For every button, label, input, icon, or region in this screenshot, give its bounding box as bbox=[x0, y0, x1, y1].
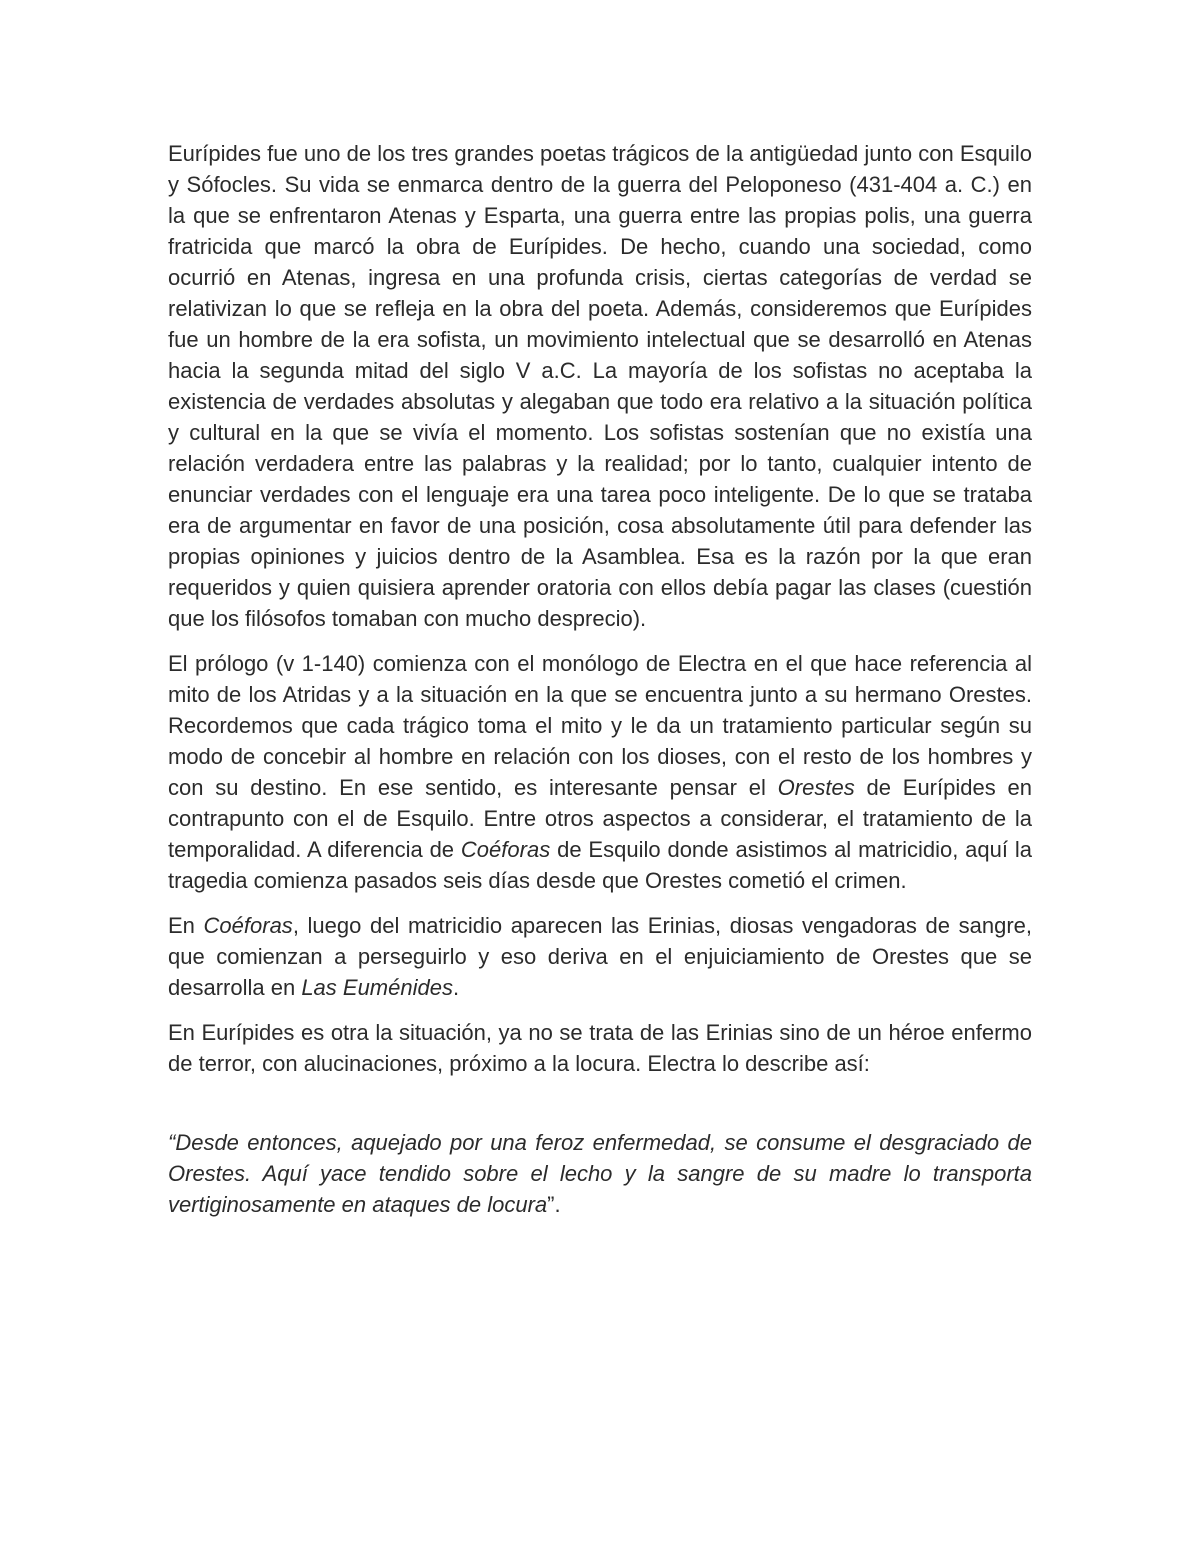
text-span: de Eurípides en contrapunto con el de Esquilo. Entre otros aspectos a considerar, el tratamiento de la temporalidad. A diferencia de bbox=[168, 775, 1032, 862]
text-span: En bbox=[168, 913, 204, 938]
paragraph-coeforas bbox=[168, 910, 1032, 1003]
text-span: , luego del matricidio aparecen las Erinias, diosas vengadoras de sangre, que comienzan a perseguirlo y eso deriva en el enjuiciamiento de Orestes que se desarrolla en bbox=[168, 913, 1032, 1000]
block-quote bbox=[168, 1127, 1032, 1220]
work-title-coeforas: Coéforas bbox=[460, 837, 551, 862]
text-span: . bbox=[452, 975, 460, 1000]
work-title-orestes: Orestes bbox=[777, 775, 855, 800]
quote-closing: ”. bbox=[547, 1192, 561, 1217]
work-title-eumenides: Las Euménides bbox=[301, 975, 453, 1000]
text-span: El prólogo (v 1-140) comienza con el monólogo de Electra en el que hace referencia al mito de los Atridas y a la situación en la que se encuentra junto a su hermano Orestes. Recordemos que cada trágico toma el mito y le da un tratamiento particular según su modo de concebir al hombre en relación con los dioses, con el resto de los hombres y con su destino. En ese sentido, es interesante pensar el bbox=[168, 651, 1032, 800]
text-span: de Esquilo donde asistimos al matricidio, aquí la tragedia comienza pasados seis días desde que Orestes cometió el crimen. bbox=[168, 837, 1033, 893]
work-title-coeforas: Coéforas bbox=[203, 913, 293, 938]
quote-text: “Desde entonces, aquejado por una feroz enfermedad, se consume el desgraciado de Orestes. Aquí yace tendido sobre el lecho y la sangre de su madre lo transporta vertiginosamente en ataques de locura bbox=[168, 1130, 1032, 1217]
paragraph-euripides-intro: Eurípides fue uno de los tres grandes poetas trágicos de la antigüedad junto con Esquilo y Sófocles. Su vida se enmarca dentro de la guerra del Peloponeso (431-404 a. C.) en la que se enfrentaron Atenas y Esparta, una guerra entre las propias polis, una guerra fratricida que marcó la obra de Eurípides. De hecho, cuando una sociedad, como ocurrió en Atenas, ingresa en una profunda crisis, ciertas categorías de verdad se relativizan lo que se refleja en la obra del poeta. Además, consideremos que Eurípides fue un hombre de la era sofista, un movimiento intelectual que se desarrolló en Atenas hacia la segunda mitad del siglo V a.C. La mayoría de los sofistas no aceptaba la existencia de verdades absolutas y alegaban que todo era relativo a la situación política y cultural en la que se vivía el momento. Los sofistas sostenían que no existía una relación verdadera entre las palabras y la realidad; por lo tanto, cualquier intento de enunciar verdades con el lenguaje era una tarea poco inteligente. De lo que se trataba era de argumentar en favor de una posición, cosa absolutamente útil para defender las propias opiniones y juicios dentro de la Asamblea. Esa es la razón por la que eran requeridos y quien quisiera aprender oratoria con ellos debía pagar las clases (cuestión que los filósofos tomaban con mucho desprecio). bbox=[168, 141, 1032, 631]
document-page bbox=[168, 138, 1032, 1234]
paragraph-prologue bbox=[168, 648, 1032, 896]
paragraph-euripides-situation: En Eurípides es otra la situación, ya no se trata de las Erinias sino de un héroe enfermo de terror, con alucinaciones, próximo a la locura. Electra lo describe así: bbox=[168, 1020, 1032, 1076]
